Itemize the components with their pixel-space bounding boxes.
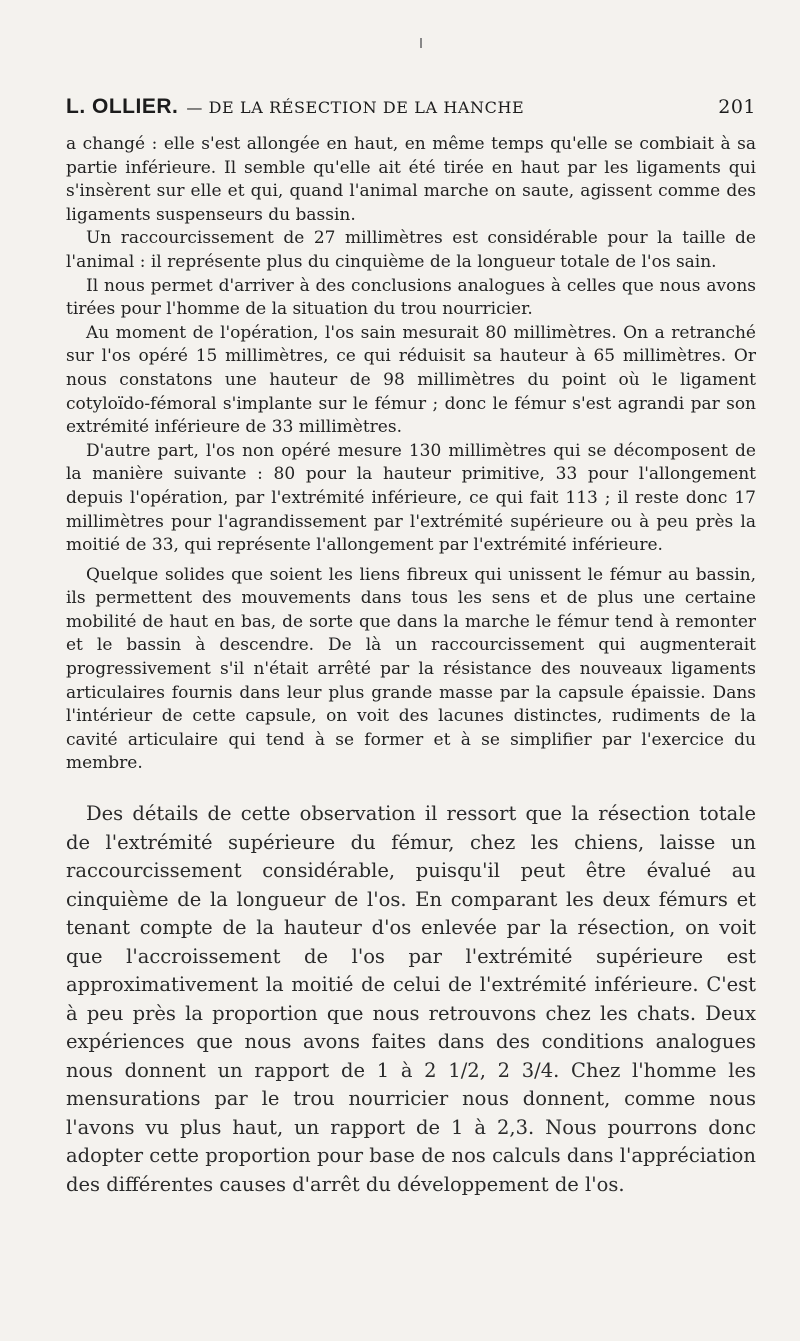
header-author: L. OLLIER.	[66, 95, 179, 118]
paragraph-3: Il nous permet d'arriver à des conclusions analogues à celles que nous avons tirées pour l'homme de la situation du trou nourricier.	[66, 275, 756, 320]
running-header	[66, 95, 756, 119]
paragraph-4: Au moment de l'opération, l'os sain mesurait 80 millimètres. On a retranché sur l'os opéré 15 millimètres, ce qui réduisit sa hauteur à 65 millimètres. Or nous constatons une hauteur de 98 millimètres du point où le ligament cotyloïdo-fémoral s'implante sur le fémur ; donc le fémur s'est agrandi par son extrémité inférieure de 33 millimètres.	[66, 322, 756, 438]
paragraph-6: Quelque solides que soient les liens fibreux qui unissent le fémur au bassin, ils permettent des mouvements dans tous les sens et de plus une certaine mobilité de haut en bas, de sorte que dans la marche le fémur tend à remonter et le bassin à descendre. De là un raccourcissement qui augmenterait progressivement s'il n'était arrêté par la résistance des nouveaux ligaments articulaires fournis dans leur plus grande masse par la capsule épaissie. Dans l'intérieur de cette capsule, on voit des lacunes distinctes, rudiments de la cavité articulaire qui tend à se former et à se simplifier par l'exercice du membre.	[66, 564, 756, 774]
print-mark	[420, 38, 422, 48]
paragraph-1: a changé : elle s'est allongée en haut, en même temps qu'elle se combiait à sa partie inférieure. Il semble qu'elle ait été tirée en haut par les ligaments qui s'insèrent sur elle et qui, quand l'animal marche on saute, agissent comme des ligaments suspenseurs du bassin.	[66, 134, 756, 225]
body-text	[66, 133, 756, 1199]
page-number: 201	[718, 96, 756, 118]
paragraph-7: Des détails de cette observation il ressort que la résection totale de l'extrémité supérieure du fémur, chez les chiens, laisse un raccourcissement considérable, puisqu'il peut être évalué au cinquième de la longueur de l'os. En comparant les deux fémurs et tenant compte de la hauteur d'os enlevée par la résection, on voit que l'accroissement de l'os par l'extrémité supérieure est approximativement la moitié de celui de l'extrémité inférieure. C'est à peu près la proportion que nous retrouvons chez les chats. Deux expériences que nous avons faites dans des conditions analogues nous donnent un rapport de 1 à 2 1/2, 2 3/4. Chez l'homme les mensurations par le trou nourricier nous donnent, comme nous l'avons vu plus haut, un rapport de 1 à 2,3. Nous pourrons donc adopter cette proportion pour base de nos calculs dans l'appréciation des différentes causes d'arrêt du développement de l'os.	[66, 802, 756, 1196]
header-title: — DE LA RÉSECTION DE LA HANCHE	[186, 98, 525, 117]
paragraph-2: Un raccourcissement de 27 millimètres est considérable pour la taille de l'animal : il représente plus du cinquième de la longueur totale de l'os sain.	[66, 228, 756, 272]
paragraph-5: D'autre part, l'os non opéré mesure 130 millimètres qui se décomposent de la manière suivante : 80 pour la hauteur primitive, 33 pour l'allongement depuis l'opération, par l'extrémité inférieure, ce qui fait 113 ; il reste donc 17 millimètres pour l'agrandissement par l'extrémité supérieure ou à peu près la moitié de 33, qui représente l'allongement par l'extrémité inférieure.	[66, 440, 756, 556]
book-page	[66, 95, 756, 1199]
